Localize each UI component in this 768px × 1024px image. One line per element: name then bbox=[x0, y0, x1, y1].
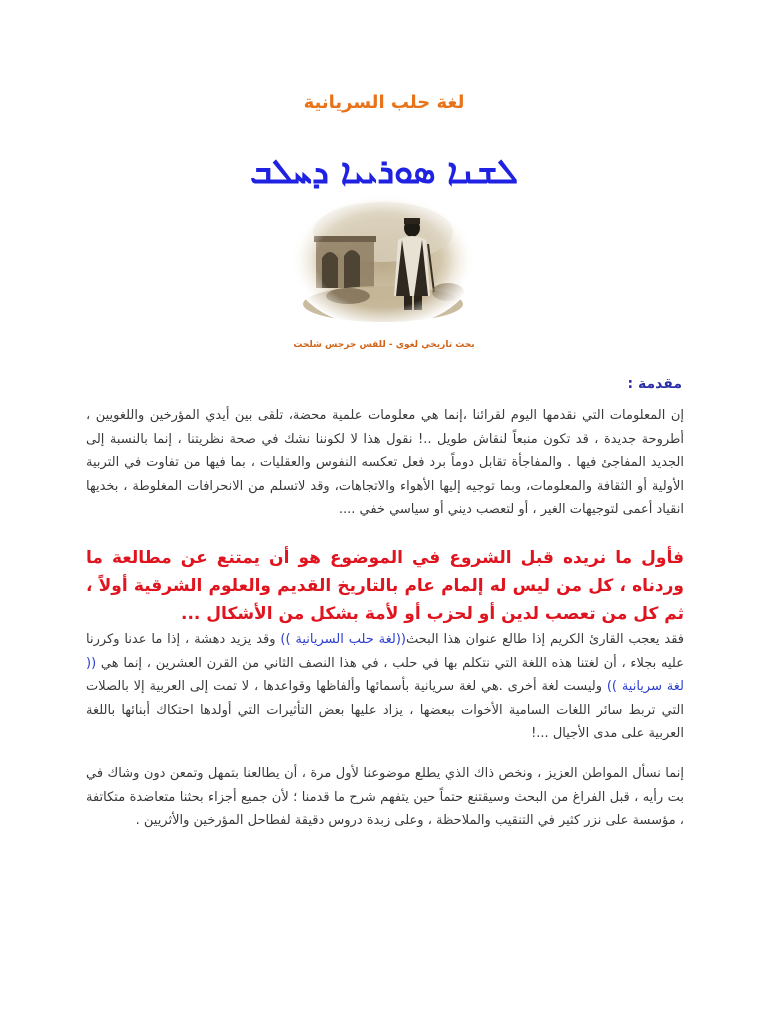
paragraph-intro: إن المعلومات التي نقدمها اليوم لقرائنا ،إنما هي معلومات علمية محضة، تلقى بين أيدي المؤرخين واللغويين ، أطروحة جديدة ، قد تكون منبعاً لنقاش طويل ..! نقول هذا لا لكوننا نشك في صحة نظريتنا ، إنما بالنسبة إلى الجديد المفاجئ فيها . والمفاجأة تقابل دوماً برد فعل تعكسه النفوس والعقليات ، بما فيها من تفاوت في التربية الأولية أو الثقافة والمعلومات، وبما توجيه إليها الأهواء والاتجاهات، وقد لاتسلم من الانحرافات المغلوطة ، بخديها انقياد أعمى لتوجيهات الغير ، أو لتعصب ديني أو سياسي خفي .... bbox=[86, 408, 684, 517]
paragraph3-text-end: وليست لغة أخرى .هي لغة سريانية بأسمائها وألفاظها وقواعدها ، لا تمت إلى العربية إلا بالصلات التي تربط سائر اللغات السامية الأخوات ببعضها ، يزاد عليها بعض التأثيرات التي أولدها احتكاك أبنائها باللغة العربية على مدى الأجيال ...! bbox=[86, 679, 684, 741]
photo-caption: بحث تاريخي لغوي - للقس جرجس شلحت bbox=[293, 340, 475, 350]
page-title: لغة حلب السريانية bbox=[303, 92, 465, 113]
historical-photo bbox=[288, 192, 478, 328]
paragraph3-text-middle: وقد يزيد دهشة ، إذا ما عدنا وكررنا عليه بجلاء ، أن لغتنا هذه اللغة التي نتكلم بها في حلب ، في هذا النصف الثاني من القرن العشرين ، إنما هي bbox=[86, 632, 684, 671]
highlight-syriac-language: (( لغة سريانية )) bbox=[86, 655, 684, 694]
intro-heading: مقدمة : bbox=[627, 376, 682, 392]
highlight-title-reference: ((لغة حلب السريانية )) bbox=[280, 632, 407, 647]
paragraph-language-claim bbox=[86, 628, 684, 746]
paragraph3-text-start: فقد يعجب القارئ الكريم إذا طالع عنوان هذا البحث bbox=[406, 632, 684, 647]
paragraph-reader-request: إنما نسأل المواطن العزيز ، ونخص ذاك الذي يطلع موضوعنا لأول مرة ، أن يطالعنا بتمهل وتمعن دون وشاك في بت رأيه ، قبل الفراغ من البحث وسيقتنع حتماً حين يتفهم شرح ما قدمنا ؛ لأن جميع أجزاء بحثنا متعاضدة متكاتفة ، مؤسسة على نزر كثير في التنقيب والملاحظة ، وعلى زبدة دروس دقيقة لفطاحل المؤرخين والأثريين . bbox=[86, 766, 684, 828]
paragraph-warning: فأول ما نريده قبل الشروع في الموضوع هو أن يمتنع عن مطالعة ما وردناه ، كل من ليس له إلمام عام بالتاريخ القديم والعلوم الشرقية أولاً ، ثم كل من تعصب لدين أو لحزب أو لأمة بشكل من الأشكال ... bbox=[86, 548, 684, 624]
syriac-title: ܠܫܢܐ ܣܘܪܝܝܐ ܕܚܠܒ bbox=[249, 152, 519, 192]
